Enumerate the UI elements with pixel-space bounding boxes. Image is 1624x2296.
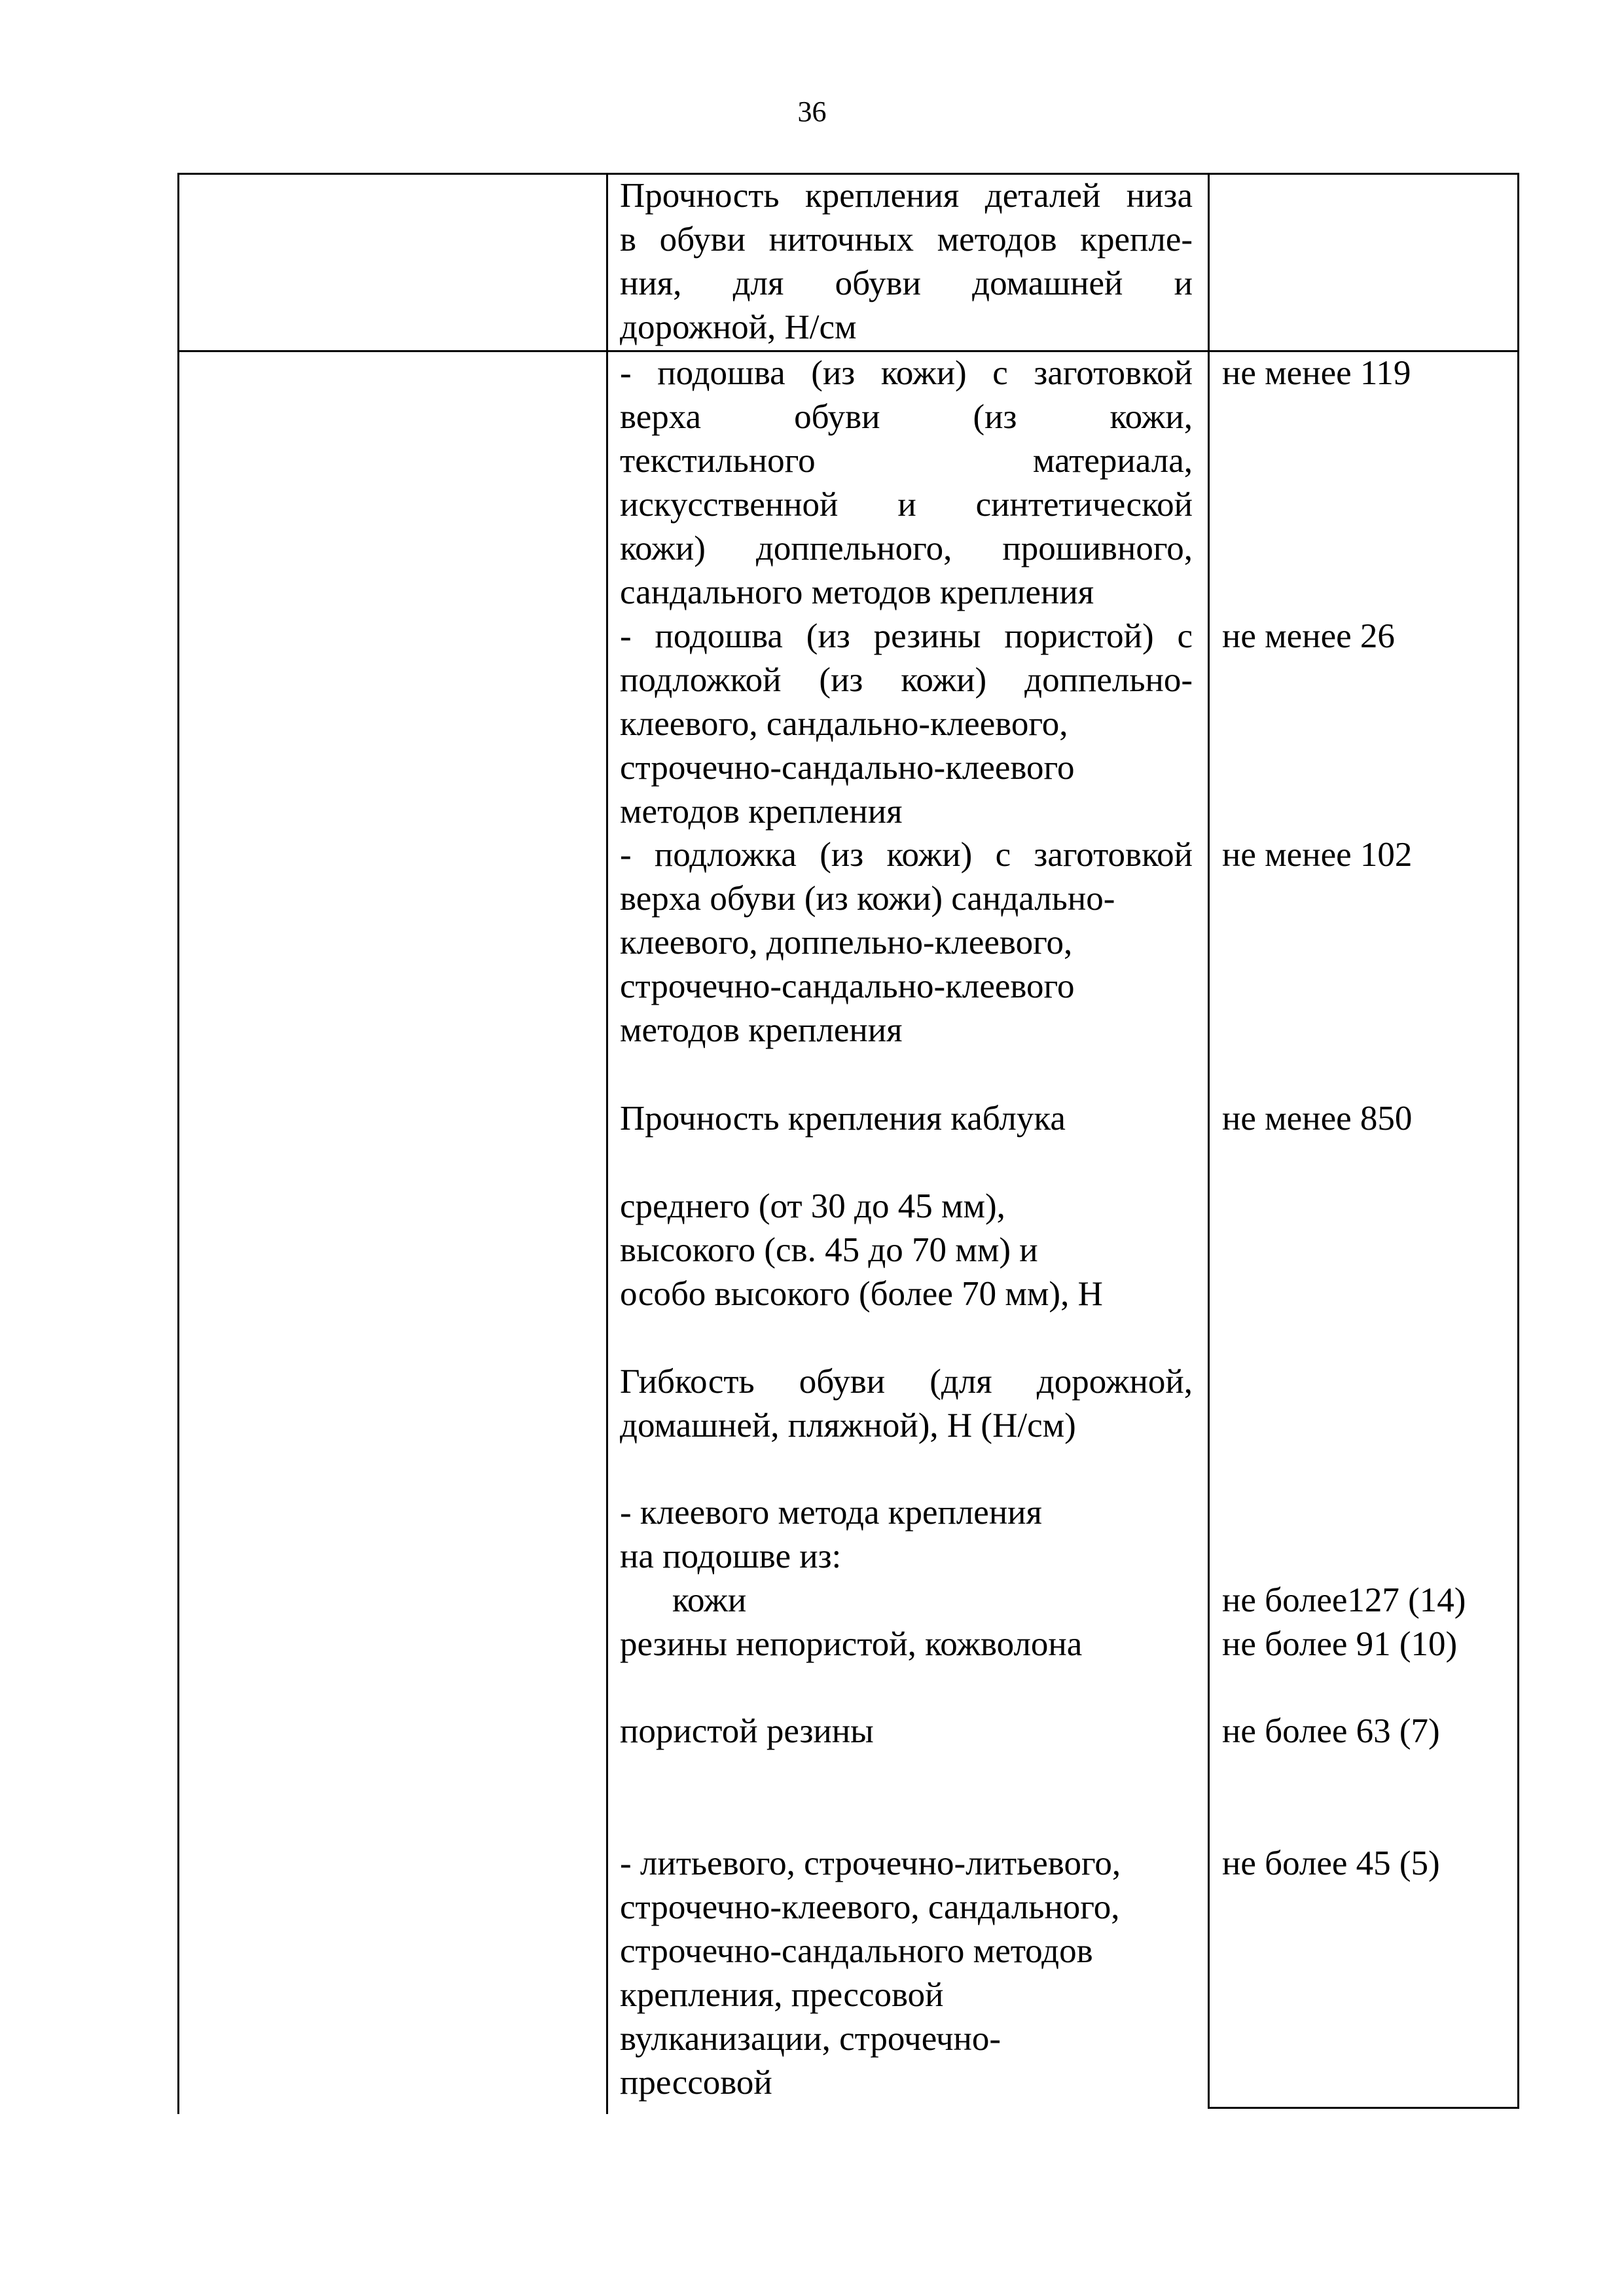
text-line: Гибкость обуви (для дорожной, [620,1363,1193,1401]
text-line: среднего (от 30 до 45 мм), [620,1187,1005,1225]
value-cast: не более 45 (5) [1222,1844,1440,1882]
cast-methods [620,1842,1121,2105]
text-line: домашней, пляжной), Н (Н/см) [620,1407,1076,1444]
value-porous: не более 63 (7) [1222,1712,1440,1750]
heel-strength-title: Прочность крепления каблука [620,1100,1066,1138]
value-leather: не более127 (14) [1222,1581,1466,1619]
text-line: строчечно-клеевого, сандального, [620,1888,1120,1926]
text-line: Прочность крепления деталей низа [620,177,1193,215]
text-line: методов крепления [620,1011,903,1049]
text-line: ния, для обуви домашней и [620,264,1193,302]
strength-heading [620,174,1193,350]
text-line: высокого (св. 45 до 70 мм) и [620,1231,1038,1269]
glue-method [620,1491,1082,1666]
text-line: вулканизации, строчечно- [620,2020,1001,2058]
text-line: особо высокого (более 70 мм), Н [620,1275,1103,1313]
item-sole-leather [620,351,1193,615]
value-item-1: не менее 119 [1222,354,1411,392]
text-line: сандального методов крепления [620,573,1094,611]
value-item-2: не менее 26 [1222,617,1395,655]
text-line: кожи) доппельного, прошивного, [620,529,1193,567]
text-line: искусственной и синтетической [620,486,1193,524]
column-border-right [1517,173,1519,2109]
sole-rubber-label: резины непористой, кожволона [620,1625,1083,1663]
sole-leather-label: кожи [672,1581,747,1619]
column-divider-1 [606,173,608,2114]
column-border-left [177,173,179,2114]
text-line: - подошва (из резины пористой) с [620,617,1193,655]
text-line: текстильного материала, [620,442,1193,480]
value-heel: не менее 850 [1222,1100,1413,1138]
text-line: на подошве из: [620,1537,842,1575]
text-line: верха обуви (из кожи, [620,398,1193,436]
column-divider-2 [1208,173,1210,2109]
text-line: верха обуви (из кожи) сандально- [620,880,1115,918]
text-line: методов крепления [620,793,903,831]
text-line: - подошва (из кожи) с заготовкой [620,354,1193,392]
text-line: крепления, прессовой [620,1976,944,2014]
porous-rubber-label: пористой резины [620,1712,874,1750]
item-sole-porous-rubber [620,615,1193,834]
text-line: клеевого, доппельно-клеевого, [620,924,1073,961]
text-line: строчечно-сандально-клеевого [620,749,1075,787]
text-line: прессовой [620,2064,772,2102]
page-number: 36 [797,96,827,128]
heel-heights [620,1185,1103,1316]
flexibility-heading [620,1360,1193,1448]
text-line: - клеевого метода крепления [620,1494,1042,1532]
text-line: строчечно-сандального методов [620,1932,1093,1970]
text-line: - литьевого, строчечно-литьевого, [620,1844,1121,1882]
value-item-3: не менее 102 [1222,836,1413,874]
value-rubber: не более 91 (10) [1222,1625,1458,1663]
text-line: в обуви ниточных методов крепле- [620,221,1193,259]
text-line: дорожной, Н/см [620,308,857,346]
text-line: подложкой (из кожи) доппельно- [620,661,1193,699]
text-line: клеевого, сандально-клеевого, [620,705,1068,743]
last-cell-bottom-border [1208,2107,1519,2109]
text-line: - подложка (из кожи) с заготовкой [620,836,1193,874]
text-line: строчечно-сандально-клеевого [620,967,1075,1005]
item-insole-leather [620,833,1193,1052]
